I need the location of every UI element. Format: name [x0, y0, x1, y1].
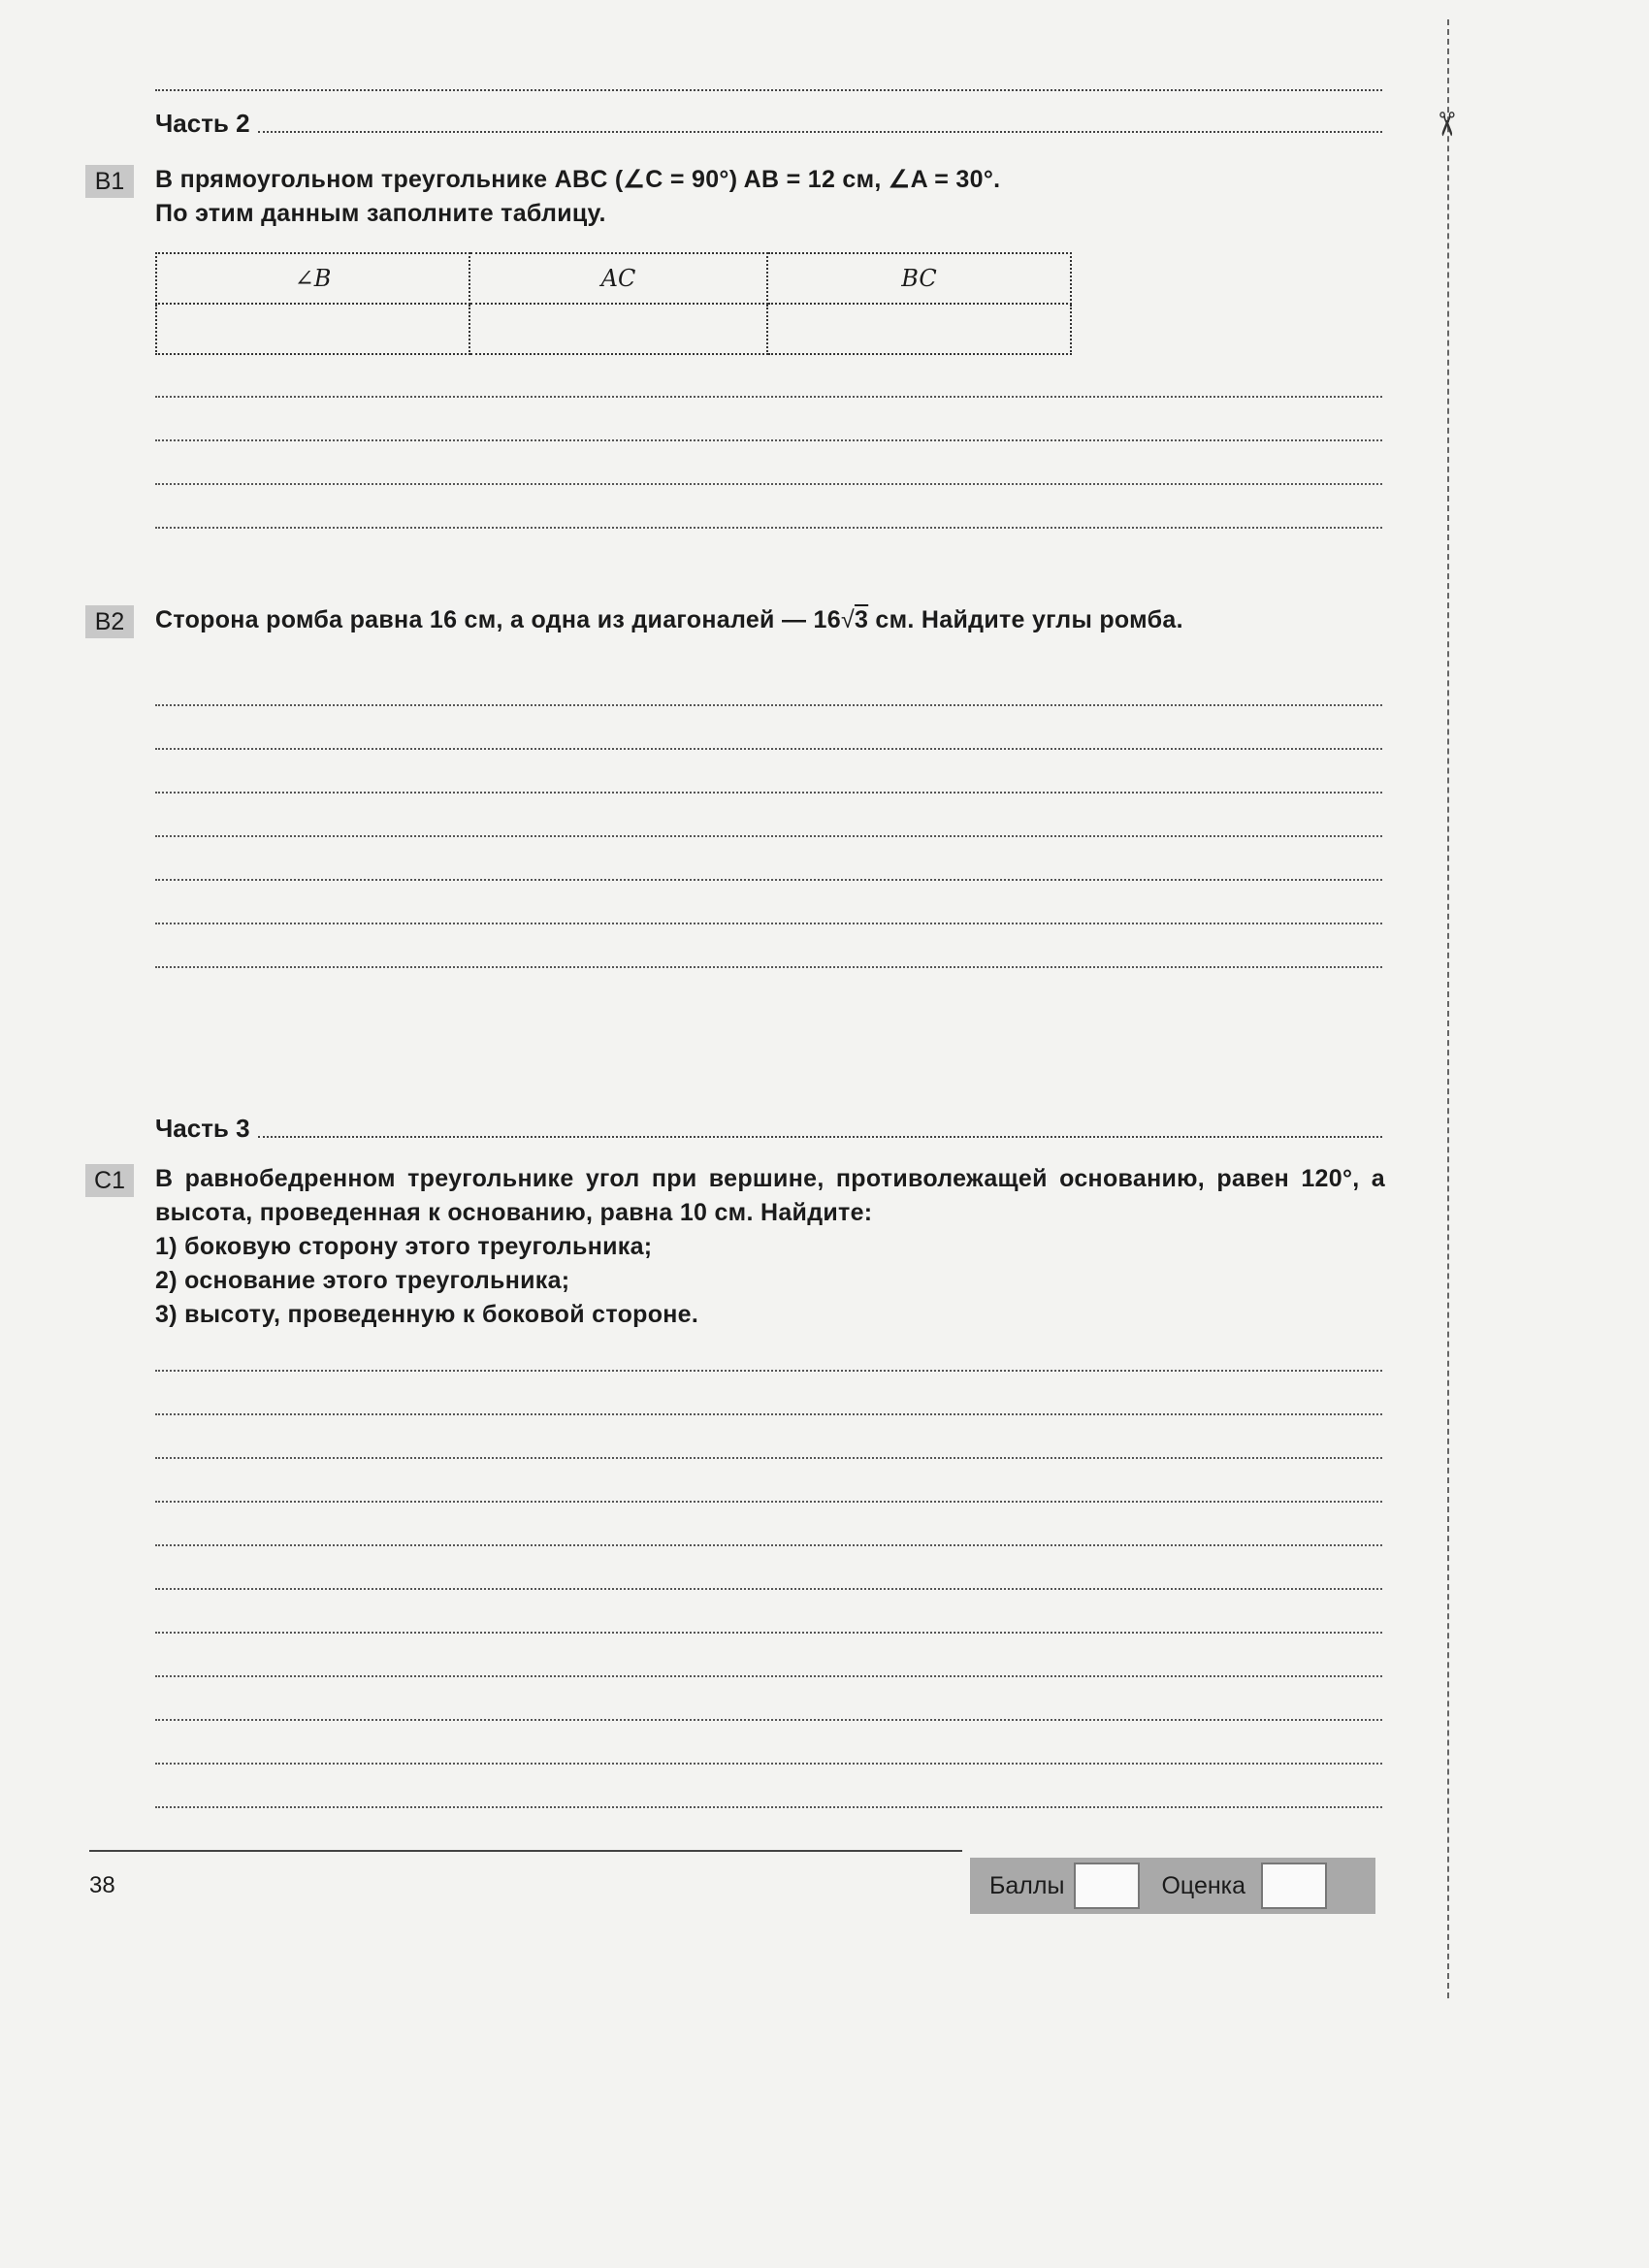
- c1-item-2: 2) основание этого треугольника;: [155, 1267, 570, 1294]
- c1-answer-lines[interactable]: [155, 1370, 1382, 1808]
- table-cell-bc[interactable]: [767, 304, 1071, 354]
- table-cell-ac[interactable]: [469, 304, 767, 354]
- part3-label: Часть 3: [155, 1114, 250, 1143]
- page-number: 38: [89, 1872, 115, 1898]
- task-badge: B2: [85, 605, 134, 638]
- score-box: [970, 1858, 1375, 1914]
- task-badge: C1: [85, 1164, 134, 1197]
- task-badge: B1: [85, 165, 134, 198]
- part2-label: Часть 2: [155, 109, 250, 138]
- b1-answer-lines[interactable]: [155, 396, 1382, 529]
- part2-heading: [155, 109, 1382, 139]
- task-b2: [85, 603, 1385, 637]
- b2-answer-lines[interactable]: [155, 704, 1382, 968]
- table-header-ac: AC: [469, 253, 767, 304]
- score-field[interactable]: [1074, 1863, 1140, 1909]
- table-header-bc: BC: [767, 253, 1071, 304]
- score-label: Баллы: [989, 1871, 1065, 1899]
- c1-intro: В равнобедренном треугольнике угол при вершине, противолежащей основанию, равен 120°, а высота, проведенная к основанию, равна 10 см. Найдите:: [155, 1165, 1385, 1226]
- table-header-angle-b: ∠B: [156, 253, 469, 304]
- table-cell-angle-b[interactable]: [156, 304, 469, 354]
- b1-line2: По этим данным заполните таблицу.: [155, 200, 606, 227]
- cut-line: [1447, 19, 1449, 1998]
- scissors-icon: ✂: [1426, 110, 1466, 139]
- top-rule: [155, 89, 1382, 91]
- b1-line1: В прямоугольном треугольнике ABC (∠C = 90°) AB = 12 см, ∠A = 30°.: [155, 166, 1001, 193]
- footer-rule: [89, 1850, 962, 1852]
- task-b1: [85, 163, 1385, 231]
- part3-heading: [155, 1114, 1382, 1144]
- b2-text: Сторона ромба равна 16 см, а одна из диагоналей — 16√3 см. Найдите углы ромба.: [155, 606, 1183, 633]
- grade-label: Оценка: [1161, 1871, 1246, 1899]
- c1-item-1: 1) боковую сторону этого треугольника;: [155, 1233, 653, 1260]
- task-c1: [85, 1162, 1385, 1332]
- c1-item-3: 3) высоту, проведенную к боковой стороне.: [155, 1301, 699, 1328]
- grade-field[interactable]: [1261, 1863, 1327, 1909]
- b1-answer-table: [155, 252, 1072, 355]
